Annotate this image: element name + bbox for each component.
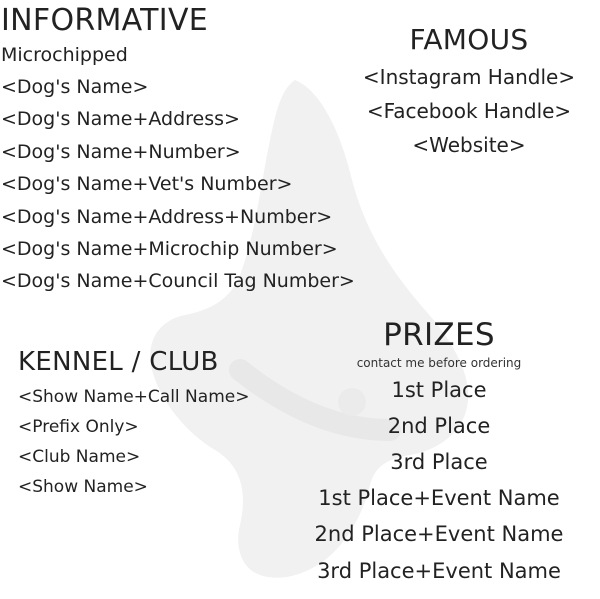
informative-item: <Dog's Name+Address> xyxy=(1,108,240,131)
informative-heading: INFORMATIVE xyxy=(1,3,209,38)
informative-item: <Dog's Name> xyxy=(1,75,149,98)
prizes-item: 2nd Place xyxy=(387,413,491,438)
informative-item: <Dog's Name+Microchip Number> xyxy=(1,237,338,260)
informative-item: <Dog's Name+Council Tag Number> xyxy=(1,270,355,293)
famous-section xyxy=(340,24,598,162)
famous-item: <Facebook Handle> xyxy=(366,99,572,124)
kennel-club-item: <Club Name> xyxy=(18,446,141,467)
famous-heading: FAMOUS xyxy=(409,23,529,56)
kennel-club-item: <Show Name> xyxy=(18,476,148,497)
informative-item: Microchipped xyxy=(1,43,128,66)
informative-section xyxy=(1,4,355,298)
prizes-item: 3rd Place+Event Name xyxy=(317,558,561,583)
kennel-club-heading: KENNEL / CLUB xyxy=(18,347,219,377)
kennel-club-item: <Show Name+Call Name> xyxy=(18,386,250,407)
prizes-section xyxy=(280,318,598,589)
famous-item: <Website> xyxy=(412,133,526,158)
kennel-club-section xyxy=(18,348,249,502)
informative-item: <Dog's Name+Address+Number> xyxy=(1,205,333,228)
prizes-note: contact me before ordering xyxy=(356,355,522,370)
prizes-item: 1st Place+Event Name xyxy=(318,486,560,511)
prizes-item: 2nd Place+Event Name xyxy=(314,522,564,547)
informative-item: <Dog's Name+Number> xyxy=(1,140,241,163)
prizes-item: 3rd Place xyxy=(390,450,488,475)
famous-item: <Instagram Handle> xyxy=(362,65,576,90)
kennel-club-item: <Prefix Only> xyxy=(18,416,139,437)
prizes-item: 1st Place xyxy=(391,377,487,402)
prizes-heading: PRIZES xyxy=(383,317,495,353)
informative-item: <Dog's Name+Vet's Number> xyxy=(1,173,293,196)
